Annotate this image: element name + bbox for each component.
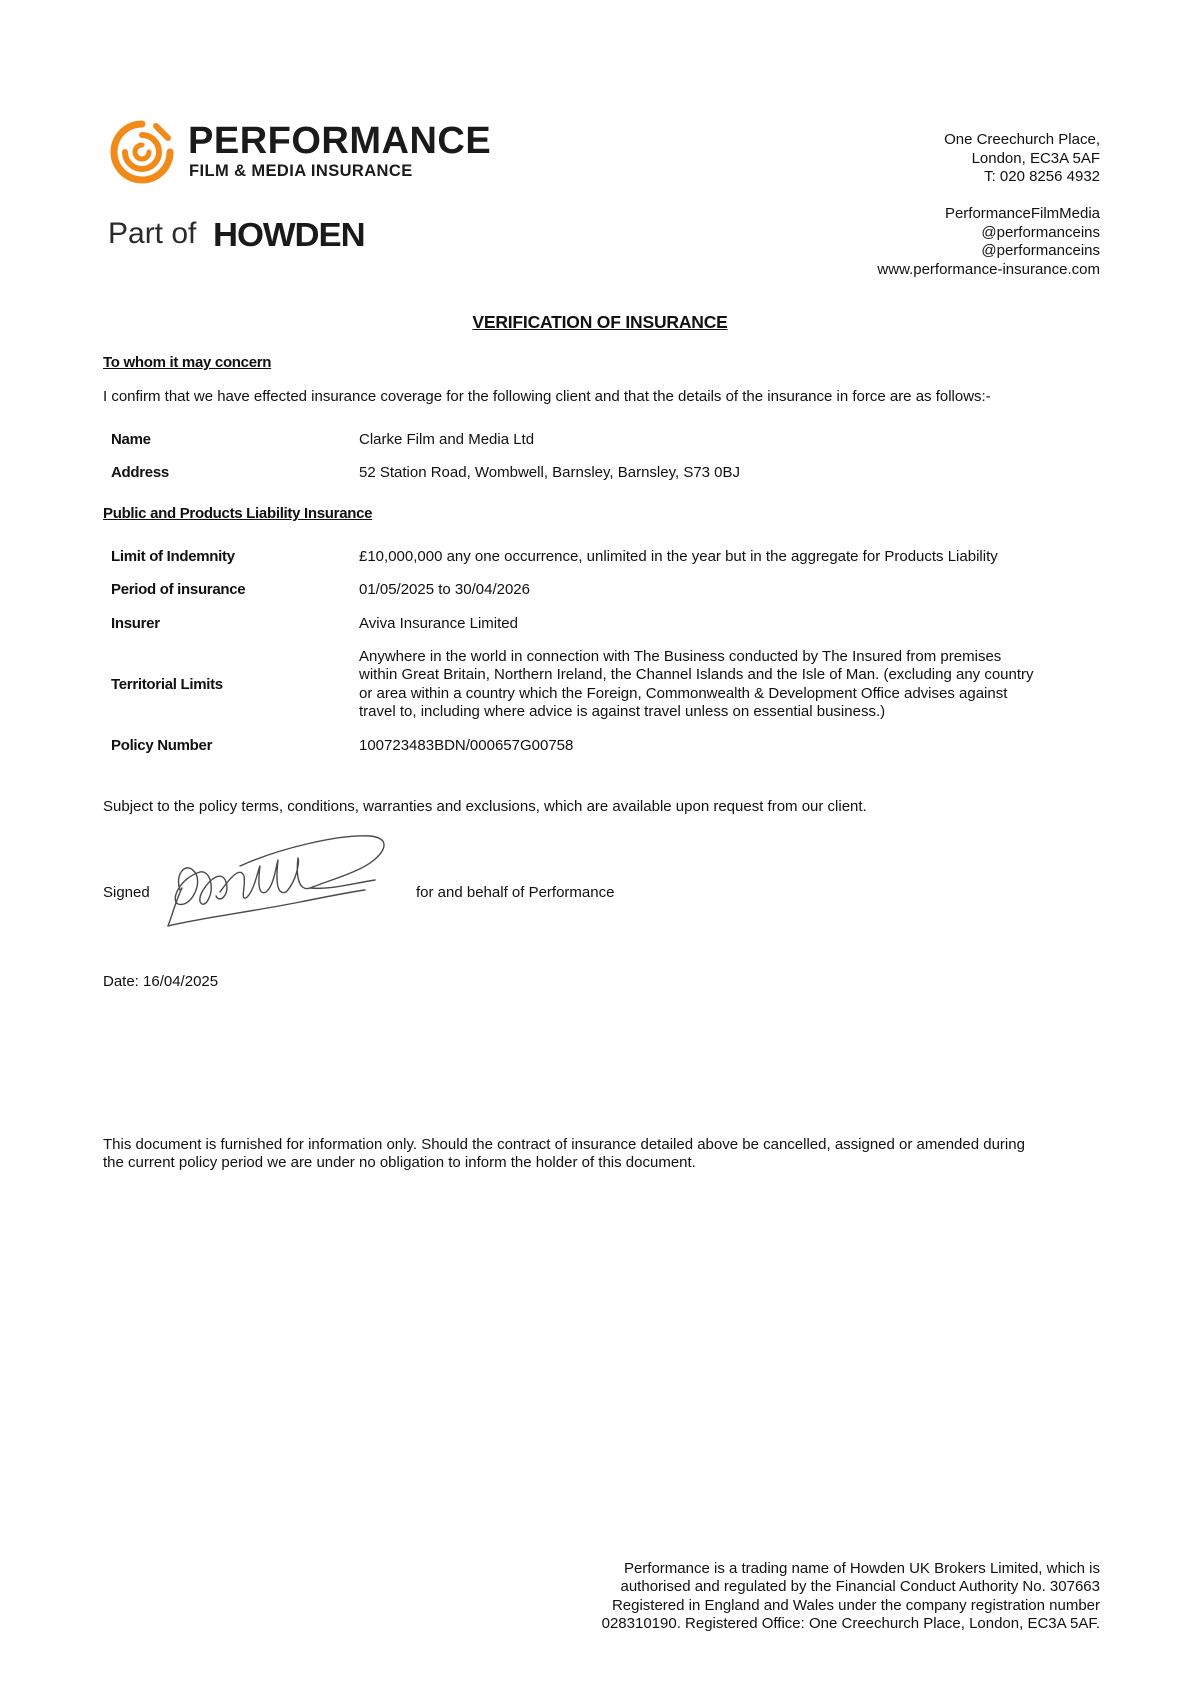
footer-line: Performance is a trading name of Howden UK Brokers Limited, which is (623, 1560, 1100, 1577)
contact-social (877, 205, 1100, 279)
policy-number: 100723483BDN/000657G00758 (359, 737, 574, 754)
signed-label: Signed (103, 884, 150, 901)
howden-logo: HOWDEN (213, 216, 365, 253)
footer-legal (540, 1560, 1100, 1634)
address-line-1: One Creechurch Place, (944, 131, 1100, 148)
salutation: To whom it may concern (103, 354, 272, 371)
performance-logo-icon (110, 118, 174, 188)
behalf-text: for and behalf of Performance (416, 884, 615, 901)
disclaimer (103, 1136, 1103, 1173)
disclaimer-line: the current policy period we are under no obligation to inform the holder of this document. (103, 1154, 696, 1172)
subject-text: Subject to the policy terms, conditions, warranties and exclusions, which are available upon request from our client. (103, 798, 867, 815)
section-title: Public and Products Liability Insurance (103, 505, 373, 522)
period-value: 01/05/2025 to 30/04/2026 (359, 581, 530, 598)
territorial-line: within Great Britain, Northern Ireland, the Channel Islands and the Isle of Man. (excluding any country (359, 666, 1034, 684)
brand-subtitle: FILM & MEDIA INSURANCE (189, 162, 413, 180)
footer-line: authorised and regulated by the Financial Conduct Authority No. 307663 (620, 1578, 1100, 1596)
website-link[interactable]: www.performance-insurance.com (877, 260, 1100, 278)
territorial-label: Territorial Limits (111, 676, 223, 693)
insurer-label: Insurer (111, 615, 160, 632)
footer-line: 028310190. Registered Office: One Creechurch Place, London, EC3A 5AF. (601, 1615, 1100, 1633)
social-twitter: @performanceins (981, 223, 1100, 241)
brand-name: PERFORMANCE (188, 120, 492, 162)
part-of-label: Part of (108, 217, 197, 250)
client-address: 52 Station Road, Wombwell, Barnsley, Barnsley, S73 0BJ (359, 464, 741, 481)
territorial-line: travel to, including where advice is against travel unless on essential business.) (359, 703, 886, 721)
address-label: Address (111, 464, 169, 481)
insurer-value: Aviva Insurance Limited (359, 615, 518, 632)
limit-value: £10,000,000 any one occurrence, unlimited in the year but in the aggregate for Products Liability (359, 548, 998, 565)
social-instagram: @performanceins (981, 242, 1100, 259)
period-label: Period of insurance (111, 581, 246, 598)
contact-address (944, 131, 1100, 187)
disclaimer-line: This document is furnished for information only. Should the contract of insurance detailed above be cancelled, assigned or amended during (103, 1136, 1025, 1153)
limit-label: Limit of Indemnity (111, 548, 235, 565)
signature-image (160, 830, 405, 940)
document-title: VERIFICATION OF INSURANCE (472, 312, 728, 332)
territorial-line: Anywhere in the world in connection with The Business conducted by The Insured from premises (359, 648, 1002, 665)
footer-line: Registered in England and Wales under the company registration number (611, 1596, 1100, 1614)
territorial-line: or area within a country which the Foreign, Commonwealth & Development Office advises against (359, 684, 1008, 702)
name-label: Name (111, 431, 151, 448)
phone-line: T: 020 8256 4932 (984, 168, 1100, 185)
territorial-value (359, 648, 1109, 722)
address-line-2: London, EC3A 5AF (971, 149, 1100, 167)
intro-text: I confirm that we have effected insurance coverage for the following client and that the details of the insurance in force are as follows:- (103, 388, 991, 405)
social-facebook: PerformanceFilmMedia (944, 205, 1100, 222)
client-name: Clarke Film and Media Ltd (359, 431, 535, 448)
date-text: Date: 16/04/2025 (103, 973, 219, 990)
policy-label: Policy Number (111, 737, 213, 754)
